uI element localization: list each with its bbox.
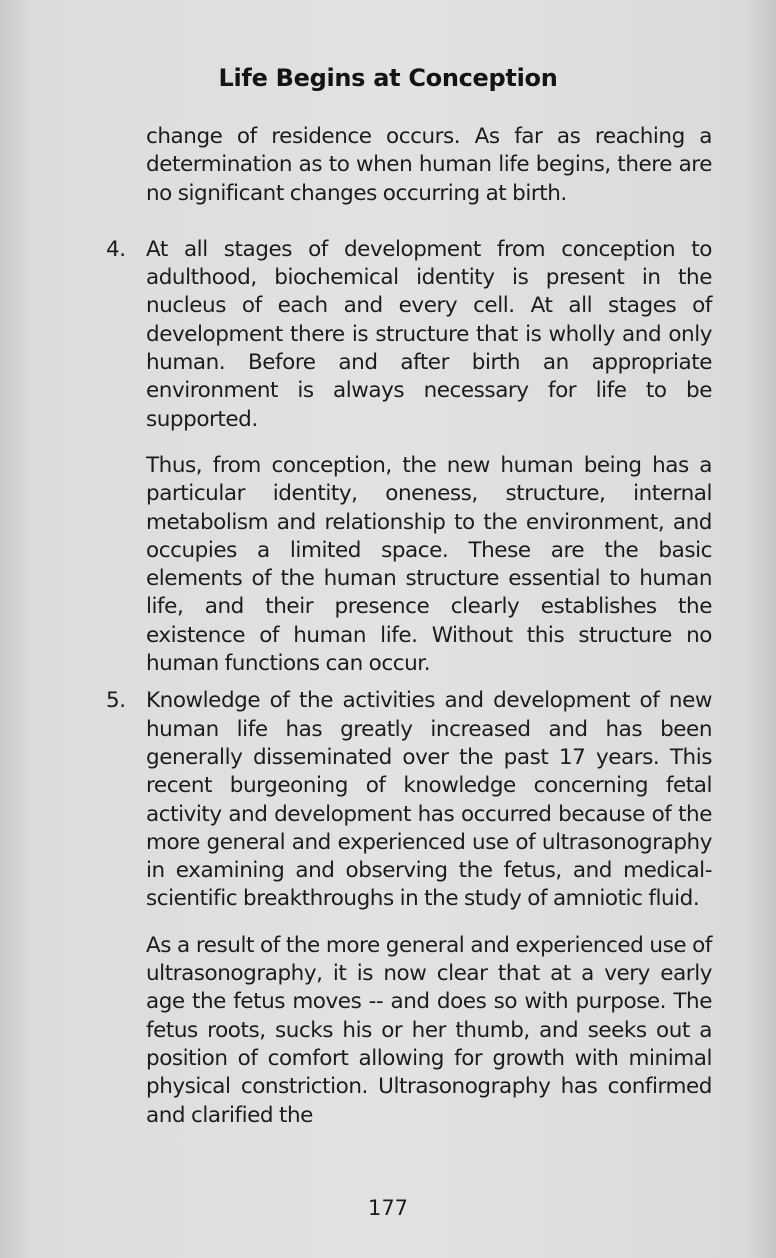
list-item-text: Knowledge of the activities and development of new human life has greatly increased and has been generally disseminated over the past 17 years. This recent burgeoning of knowledge concerning fetal activity and development has occurred because of the more general and experienced use of ultrasonography in examining and observing the fetus, and medical-scientific breakthroughs in the study of amniotic fluid. [146, 688, 712, 912]
list-item-5 [106, 687, 712, 913]
list-item-4 [106, 236, 712, 434]
item-4-followup-paragraph: Thus, from conception, the new human being has a particular identity, oneness, structure, internal metabolism and relationship to the environment, and occupies a limited space. These are the basic elements of the human structure essential to human life, and their presence clearly establishes the existence of human life. Without this structure no human functions can occur. [146, 452, 712, 677]
list-number: 5. [106, 688, 126, 714]
running-title: Life Begins at Conception [218, 64, 558, 92]
continuation-paragraph: change of residence occurs. As far as reaching a determination as to when human life begins, there are no significant changes occurring at birth. [146, 124, 712, 206]
page-body [106, 123, 712, 1130]
list-item-text: At all stages of development from conception to adulthood, biochemical identity is present in the nucleus of each and every cell. At all stages of development there is structure that is wholly and only human. Before and after birth an appropriate environment is always necessary for life to be supported. [146, 236, 712, 432]
item-5-followup-paragraph: As a result of the more general and experienced use of ultrasonography, it is now clear that at a very early age the fetus moves -- and does so with purpose. The fetus roots, sucks his or her thumb, and seeks out a position of comfort allowing for growth with minimal physical constriction. Ultrasonography has confirmed and clarified the [146, 932, 712, 1128]
list-number: 4. [106, 236, 126, 262]
page-number: 177 [367, 1196, 409, 1220]
